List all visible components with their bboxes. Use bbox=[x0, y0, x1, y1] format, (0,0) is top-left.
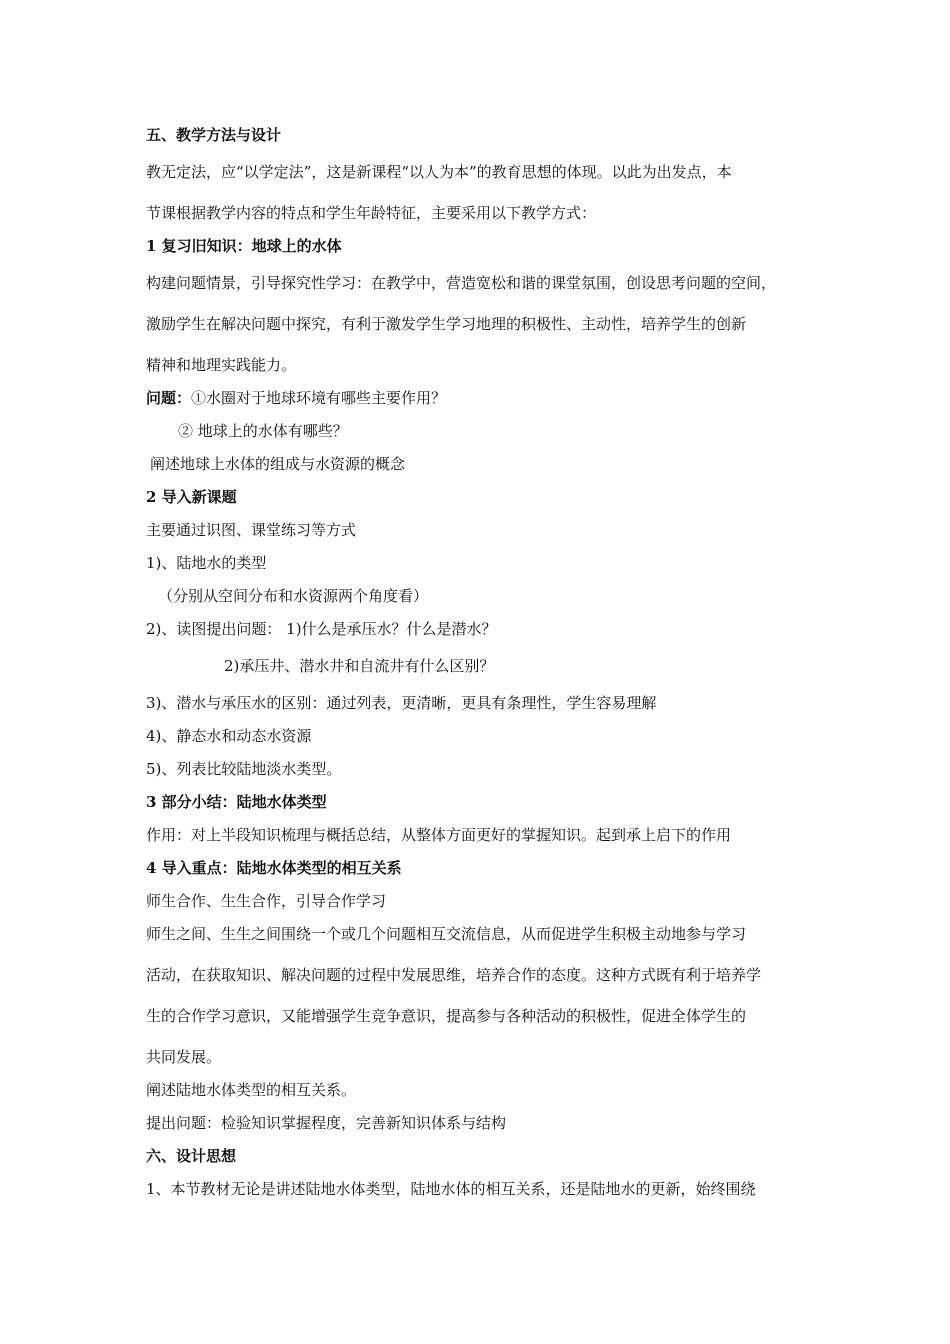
paragraph-line: 精神和地理实践能力。 bbox=[146, 356, 297, 374]
section-heading-teaching-methods: 五、教学方法与设计 bbox=[146, 126, 282, 144]
subheading-summary: 3 部分小结：陆地水体类型 bbox=[146, 793, 327, 811]
paragraph-line: 构建问题情景，引导探究性学习：在教学中，营造宽松和谐的课堂氛围，创设思考问题的空间， bbox=[146, 274, 777, 292]
paragraph-line: 阐述陆地水体类型的相互关系。 bbox=[146, 1081, 357, 1099]
question-line bbox=[146, 388, 826, 408]
paragraph-line: 教无定法，应“以学定法”，这是新课程“以人为本”的教育思想的体现。以此为出发点，本 bbox=[146, 163, 732, 181]
subheading-key-point: 4 导入重点：陆地水体类型的相互关系 bbox=[146, 859, 402, 877]
list-item: 5)、列表比较陆地淡水类型。 bbox=[146, 760, 342, 778]
paragraph-line: 激励学生在解决问题中探究，有利于激发学生学习地理的积极性、主动性，培养学生的创新 bbox=[146, 315, 747, 333]
list-item: 2)承压井、潜水井和自流井有什么区别？ bbox=[224, 657, 495, 675]
section-heading-design-idea: 六、设计思想 bbox=[146, 1147, 237, 1165]
list-item: 2)、读图提出问题： 1)什么是承压水？什么是潜水？ bbox=[146, 620, 497, 638]
question-label: 问题： bbox=[146, 389, 192, 407]
paragraph-line: 主要通过识图、课堂练习等方式 bbox=[146, 521, 357, 539]
paragraph-line: 师生合作、生生合作，引导合作学习 bbox=[146, 892, 387, 910]
paragraph-line: 提出问题：检验知识掌握程度，完善新知识体系与结构 bbox=[146, 1114, 507, 1132]
paragraph-line: 阐述地球上水体的组成与水资源的概念 bbox=[150, 455, 406, 473]
paragraph-line: 作用：对上半段知识梳理与概括总结，从整体方面更好的掌握知识。起到承上启下的作用 bbox=[146, 826, 732, 844]
paragraph-line: 1、本节教材无论是讲述陆地水体类型，陆地水体的相互关系，还是陆地水的更新，始终围绕 bbox=[146, 1180, 756, 1198]
list-item-note: （分别从空间分布和水资源两个角度看） bbox=[158, 587, 429, 605]
paragraph-line: 活动，在获取知识、解决问题的过程中发展思维，培养合作的态度。这种方式既有利于培养学 bbox=[146, 966, 762, 984]
list-item: 3)、潜水与承压水的区别：通过列表，更清晰，更具有条理性，学生容易理解 bbox=[146, 694, 657, 712]
subheading-new-topic: 2 导入新课题 bbox=[146, 488, 237, 506]
subheading-review: 1 复习旧知识：地球上的水体 bbox=[146, 237, 342, 255]
question-line: ② 地球上的水体有哪些？ bbox=[178, 422, 348, 440]
document-page bbox=[146, 125, 826, 1212]
paragraph-line: 师生之间、生生之间围绕一个或几个问题相互交流信息，从而促进学生积极主动地参与学习 bbox=[146, 925, 747, 943]
question-text: ①水圈对于地球环境有哪些主要作用？ bbox=[191, 389, 447, 407]
list-item: 1)、陆地水的类型 bbox=[146, 554, 267, 572]
paragraph-line: 生的合作学习意识，又能增强学生竞争意识，提高参与各种活动的积极性，促进全体学生的 bbox=[146, 1007, 747, 1025]
paragraph-line: 节课根据教学内容的特点和学生年龄特征，主要采用以下教学方式： bbox=[146, 204, 597, 222]
list-item: 4)、静态水和动态水资源 bbox=[146, 727, 312, 745]
paragraph-line: 共同发展。 bbox=[146, 1048, 222, 1066]
